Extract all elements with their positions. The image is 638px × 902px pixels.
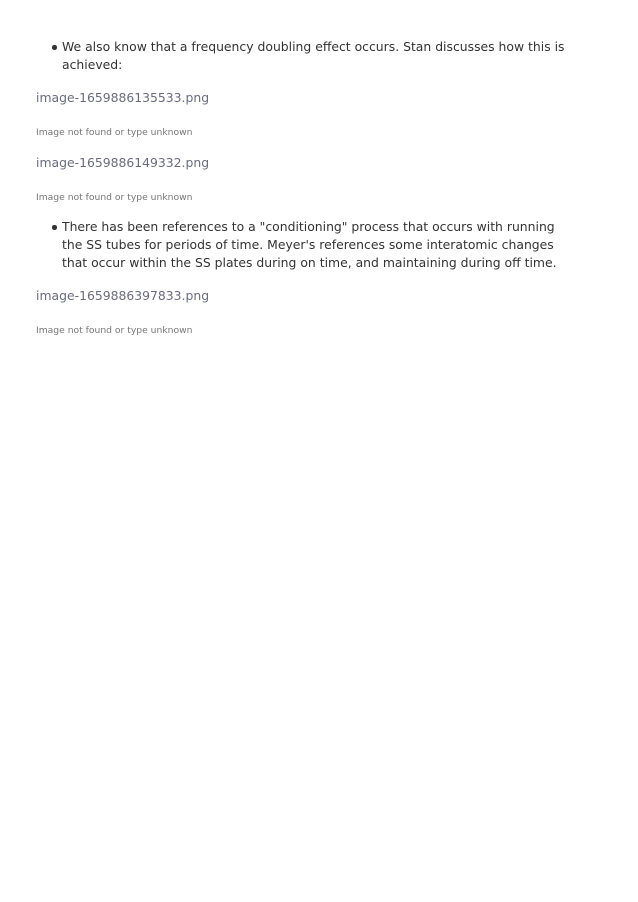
bullet-item-frequency-doubling: We also know that a frequency doubling effect occurs. Stan discusses how this is achieved:	[62, 38, 602, 74]
bullet-item-conditioning: There has been references to a "conditioning" process that occurs with running the SS tubes for periods of time. Meyer's references some interatomic changes that occur within the SS plates during on time, and maintaining during off time.	[62, 218, 602, 272]
bullet-list	[36, 38, 602, 74]
image-link-1[interactable]: image-1659886135533.png	[36, 90, 210, 105]
image-missing-placeholder-3: Image not found or type unknown	[36, 325, 193, 336]
image-link-2[interactable]: image-1659886149332.png	[36, 155, 210, 170]
image-missing-placeholder-2: Image not found or type unknown	[36, 192, 193, 203]
bullet-list	[36, 218, 602, 272]
image-link-3[interactable]: image-1659886397833.png	[36, 288, 210, 303]
image-missing-placeholder-1: Image not found or type unknown	[36, 127, 193, 138]
